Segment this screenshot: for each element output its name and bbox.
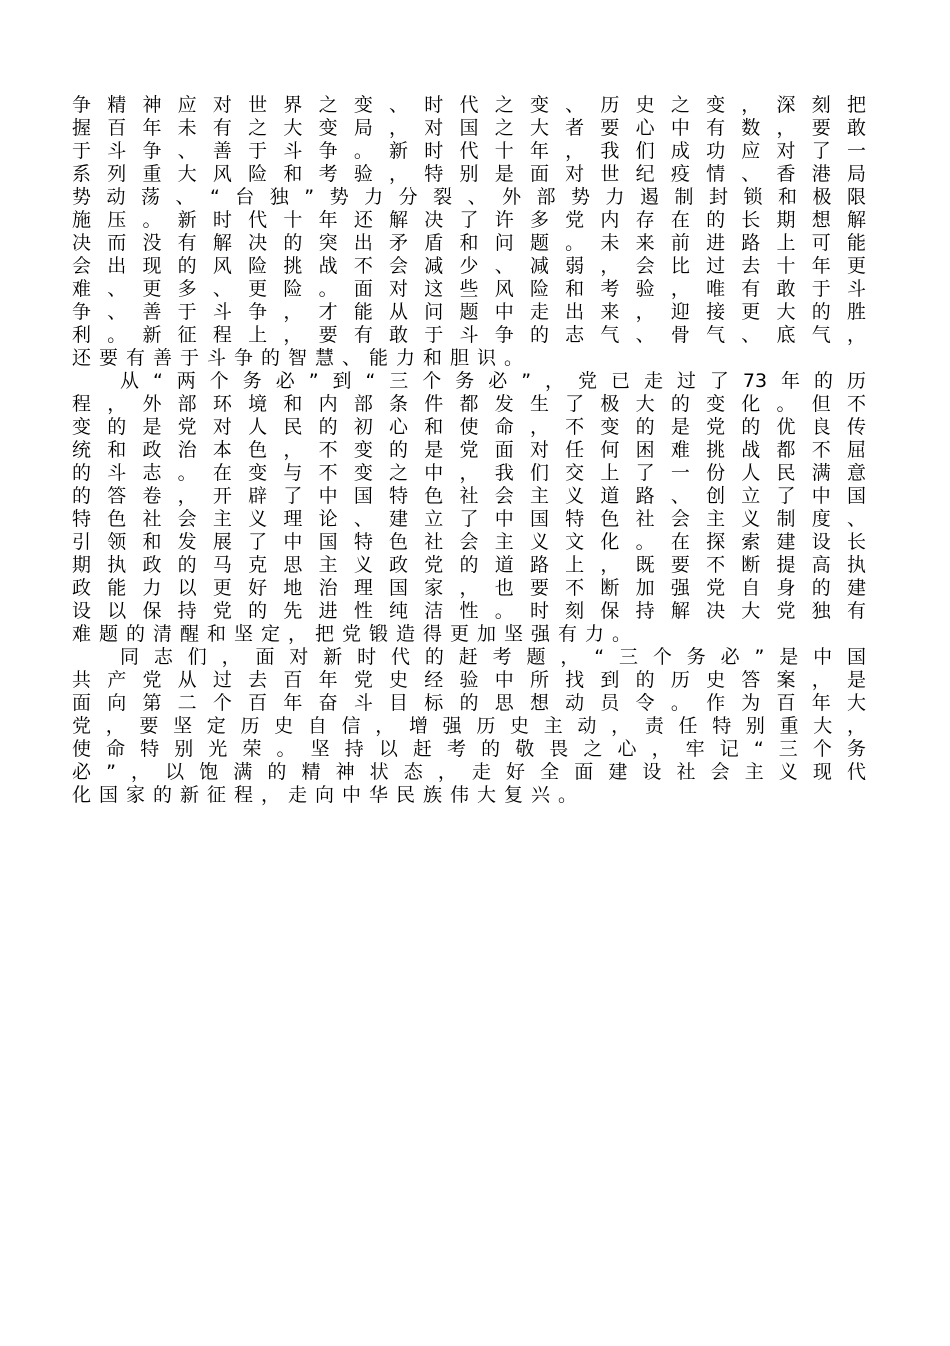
paragraph-2 [72,370,866,646]
text-line: 利。新征程上，要有敢于斗争的志气、骨气、底气， [72,324,866,346]
text-line: 还要有善于斗争的智慧、能力和胆识。 [72,347,532,369]
text-line: 设以保持党的先进性纯洁性。时刻保持解决大党独有 [72,600,866,622]
text-line: 同志们，面对新时代的赶考题，“三个务必”是中国 [120,646,866,668]
text-line: 的斗志。在变与不变之中，我们交上了一份人民满意 [72,462,866,484]
text-line: 决而没有解决的突出矛盾和问题。未来前进路上可能 [72,232,866,254]
text-line: 引领和发展了中国特色社会主义文化。在探索建设长 [72,531,866,553]
text-line: 难题的清醒和坚定，把党锻造得更加坚强有力。 [72,623,640,645]
text-line: 争、善于斗争，才能从问题中走出来，迎接更大的胜 [72,301,866,323]
paragraph-3 [72,646,866,807]
text-line: 握百年未有之大变局，对国之大者要心中有数，要敢 [72,117,866,139]
text-line: 共产党从过去百年党史经验中所找到的历史答案，是 [72,669,866,691]
text-line: 争精神应对世界之变、时代之变、历史之变，深刻把 [72,94,866,116]
text-line: 特色社会主义理论、建立了中国特色社会主义制度、 [72,508,866,530]
text-line: 必”，以饱满的精神状态，走好全面建设社会主义现代 [72,761,866,783]
paragraph-1 [72,94,866,370]
body-text [72,94,866,807]
text-line: 的答卷，开辟了中国特色社会主义道路、创立了中国 [72,485,866,507]
text-line: 面向第二个百年奋斗目标的思想动员令。作为百年大 [72,692,866,714]
text-line: 程，外部环境和内部条件都发生了极大的变化。但不 [72,393,866,415]
text-line: 政能力以更好地治理国家，也要不断加强党自身的建 [72,577,866,599]
text-line: 会出现的风险挑战不会减少、减弱，会比过去十年更 [72,255,866,277]
text-line: 系列重大风险和考验，特别是面对世纪疫情、香港局 [72,163,866,185]
text-line: 使命特别光荣。坚持以赶考的敬畏之心，牢记“三个务 [72,738,866,760]
text-line: 期执政的马克思主义政党的道路上，既要不断提高执 [72,554,866,576]
text-line: 党，要坚定历史自信，增强历史主动，责任特别重大， [72,715,866,737]
text-line: 变的是党对人民的初心和使命，不变的是党的优良传 [72,416,866,438]
text-line: 从“两个务必”到“三个务必”，党已走过了73年的历 [120,370,866,392]
text-line: 施压。新时代十年还解决了许多党内存在的长期想解 [72,209,866,231]
text-line: 于斗争、善于斗争。新时代十年，我们成功应对了一 [72,140,866,162]
text-line: 统和政治本色，不变的是党面对任何困难挑战都不屈 [72,439,866,461]
text-line: 难、更多、更险。面对这些风险和考验，唯有敢于斗 [72,278,866,300]
text-line: 势动荡、“台独”势力分裂、外部势力遏制封锁和极限 [72,186,866,208]
text-line: 化国家的新征程，走向中华民族伟大复兴。 [72,784,586,806]
